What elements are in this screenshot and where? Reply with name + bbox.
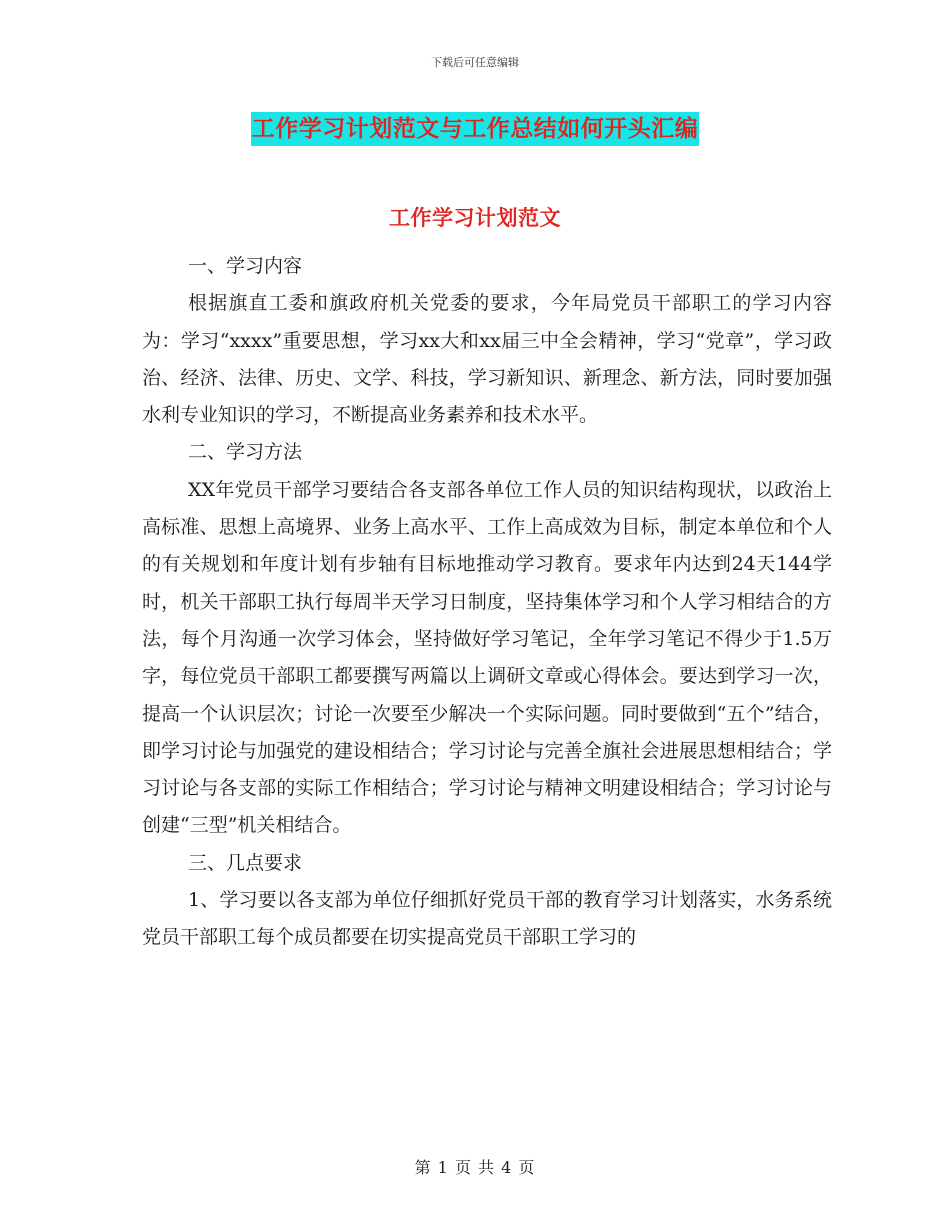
document-title <box>0 112 950 146</box>
paragraph-requirement-1: 1、学习要以各支部为单位仔细抓好党员干部的教育学习计划落实，水务系统党员干部职工每个成员都要在切实提高党员干部职工学习的 <box>142 889 832 949</box>
document-title-text: 工作学习计划范文与工作总结如何开头汇编 <box>251 112 700 146</box>
heading-learning-method: 二、学习方法 <box>188 441 303 464</box>
document-body <box>142 248 832 957</box>
paragraph-learning-content: 根据旗直工委和旗政府机关党委的要求，今年局党员干部职工的学习内容为：学习“xxxx”重要思想，学习xx大和xx届三中全会精神，学习“党章”，学习政治、经济、法律、历史、文学、科技，学习新知识、新理念、新方法，同时要加强水利专业知识的学习，不断提高业务素养和技术水平。 <box>142 292 832 427</box>
section-title: 工作学习计划范文 <box>389 205 561 230</box>
paragraph-learning-method: XX年党员干部学习要结合各支部各单位工作人员的知识结构现状，以政治上高标准、思想上高境界、业务上高水平、工作上高成效为目标，制定本单位和个人的有关规划和年度计划有步轴有目标地推动学习教育。要求年内达到24天144学时，机关干部职工执行每周半天学习日制度，坚持集体学习和个人学习相结合的方法，每个月沟通一次学习体会，坚持做好学习笔记，全年学习笔记不得少于1.5万字，每位党员干部职工都要撰写两篇以上调研文章或心得体会。要达到学习一次，提高一个认识层次；讨论一次要至少解决一个实际问题。同时要做到“五个”结合，即学习讨论与加强党的建设相结合；学习讨论与完善全旗社会进展思想相结合；学习讨论与各支部的实际工作相结合；学习讨论与精神文明建设相结合；学习讨论与创建“三型”机关相结合。 <box>142 478 832 837</box>
page-footer: 第 1 页 共 4 页 <box>414 1158 536 1177</box>
header-note: 下载后可任意编辑 <box>431 56 519 69</box>
heading-learning-content: 一、学习内容 <box>188 255 303 277</box>
heading-requirements: 三、几点要求 <box>188 851 303 874</box>
